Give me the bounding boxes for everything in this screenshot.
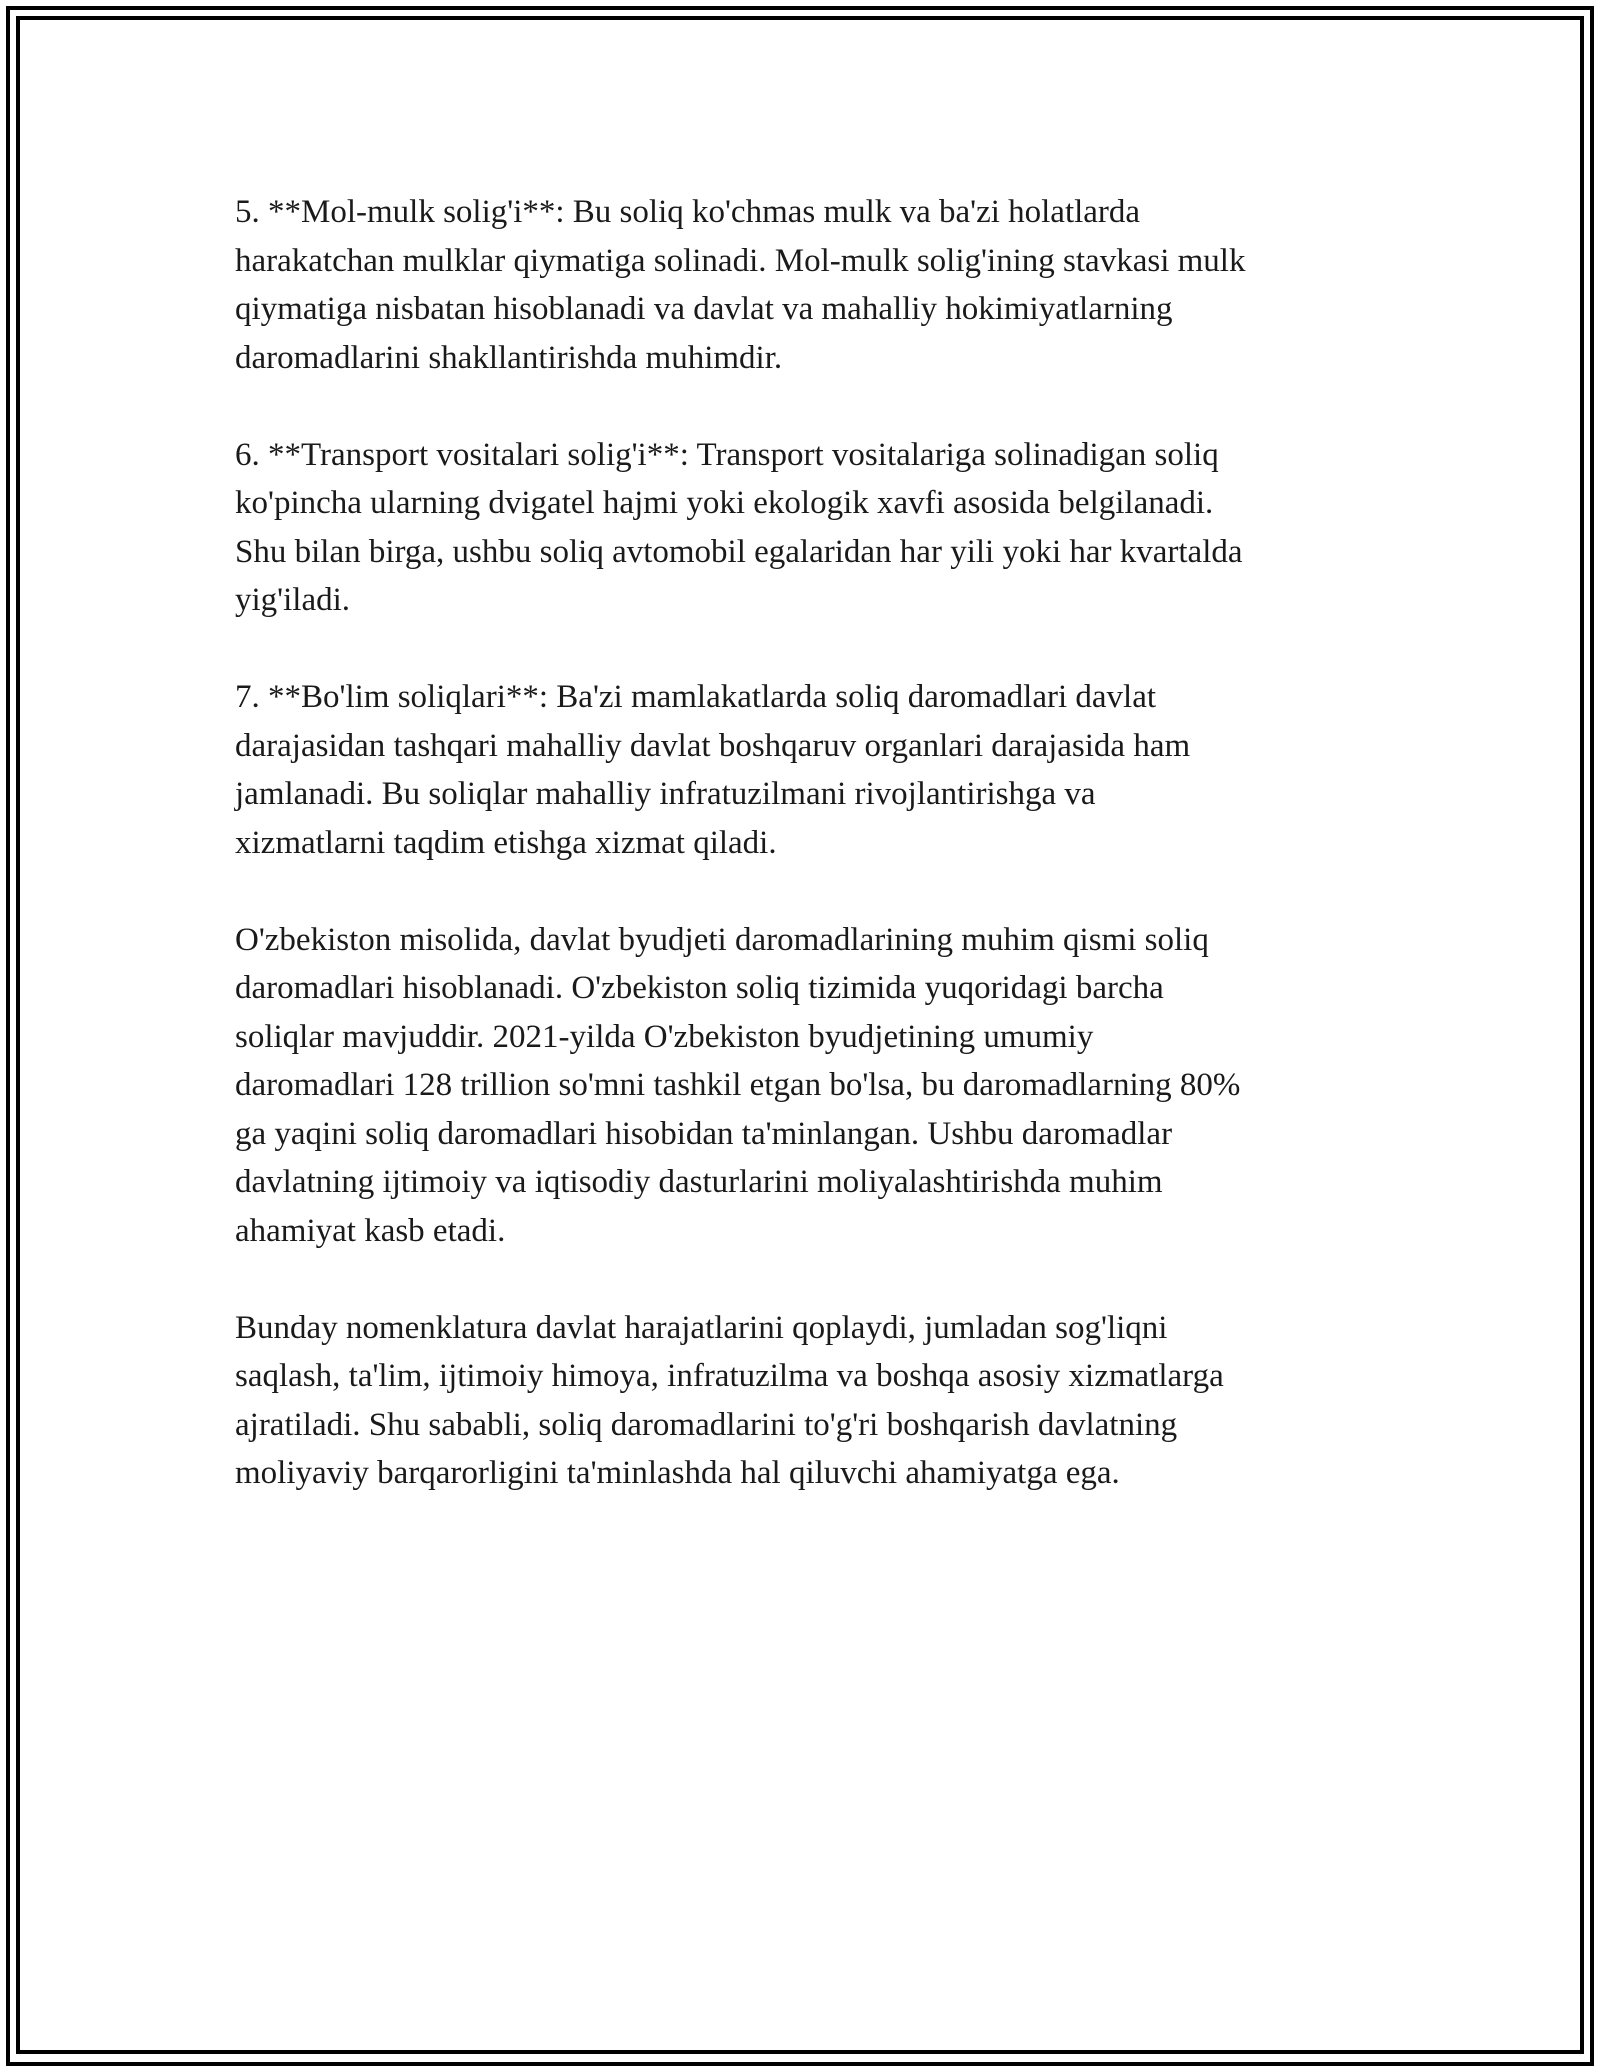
text-line: Shu bilan birga, ushbu soliq avtomobil egalaridan har yili yoki har kvartalda bbox=[235, 533, 1243, 570]
text-line: saqlash, ta'lim, ijtimoiy himoya, infratuzilma va boshqa asosiy xizmatlarga bbox=[235, 1358, 1224, 1394]
paragraph-conclusion bbox=[235, 1304, 1365, 1498]
paragraph-vehicle-tax bbox=[235, 431, 1365, 625]
text-line: ga yaqini soliq daromadlari hisobidan ta'minlangan. Ushbu daromadlar bbox=[235, 1115, 1173, 1152]
text-line: daromadlari hisoblanadi. O'zbekiston soliq tizimida yuqoridagi barcha bbox=[235, 970, 1164, 1006]
text-line: qiymatiga nisbatan hisoblanadi va davlat va mahalliy hokimiyatlarning bbox=[235, 291, 1173, 327]
text-line: 6. **Transport vositalari solig'i**: Transport vositalariga solinadigan soliq bbox=[235, 436, 1219, 473]
text-line: xizmatlarni taqdim etishga xizmat qiladi. bbox=[235, 824, 777, 861]
paragraph-uzbekistan-example bbox=[235, 916, 1365, 1256]
text-line: daromadlari 128 trillion so'mni tashkil etgan bo'lsa, bu daromadlarning 80% bbox=[235, 1067, 1241, 1103]
text-line: ahamiyat kasb etadi. bbox=[235, 1212, 506, 1249]
text-line: soliqlar mavjuddir. 2021-yilda O'zbekiston byudjetining umumiy bbox=[235, 1018, 1094, 1055]
text-line: davlatning ijtimoiy va iqtisodiy dasturlarini moliyalashtirishda muhim bbox=[235, 1164, 1163, 1200]
document-body bbox=[235, 188, 1365, 1546]
text-line: O'zbekiston misolida, davlat byudjeti daromadlarining muhim qismi soliq bbox=[235, 921, 1209, 958]
text-line: ko'pincha ularning dvigatel hajmi yoki ekologik xavfi asosida belgilanadi. bbox=[235, 485, 1214, 521]
text-line: ajratiladi. Shu sababli, soliq daromadlarini to'g'ri boshqarish davlatning bbox=[235, 1406, 1178, 1443]
paragraph-local-taxes bbox=[235, 673, 1365, 867]
text-line: daromadlarini shakllantirishda muhimdir. bbox=[235, 339, 783, 376]
paragraph-property-tax bbox=[235, 188, 1365, 382]
text-line: jamlanadi. Bu soliqlar mahalliy infratuzilmani rivojlantirishga va bbox=[235, 776, 1096, 812]
text-line: moliyaviy barqarorligini ta'minlashda hal qiluvchi ahamiyatga ega. bbox=[235, 1455, 1120, 1491]
text-line: 5. **Mol-mulk solig'i**: Bu soliq ko'chmas mulk va ba'zi holatlarda bbox=[235, 194, 1141, 230]
text-line: yig'iladi. bbox=[235, 582, 351, 618]
text-line: harakatchan mulklar qiymatiga solinadi. Mol-mulk solig'ining stavkasi mulk bbox=[235, 242, 1246, 279]
text-line: darajasidan tashqari mahalliy davlat boshqaruv organlari darajasida ham bbox=[235, 727, 1191, 764]
text-line: 7. **Bo'lim soliqlari**: Ba'zi mamlakatlarda soliq daromadlari davlat bbox=[235, 679, 1157, 715]
text-line: Bunday nomenklatura davlat harajatlarini qoplaydi, jumladan sog'liqni bbox=[235, 1309, 1168, 1346]
